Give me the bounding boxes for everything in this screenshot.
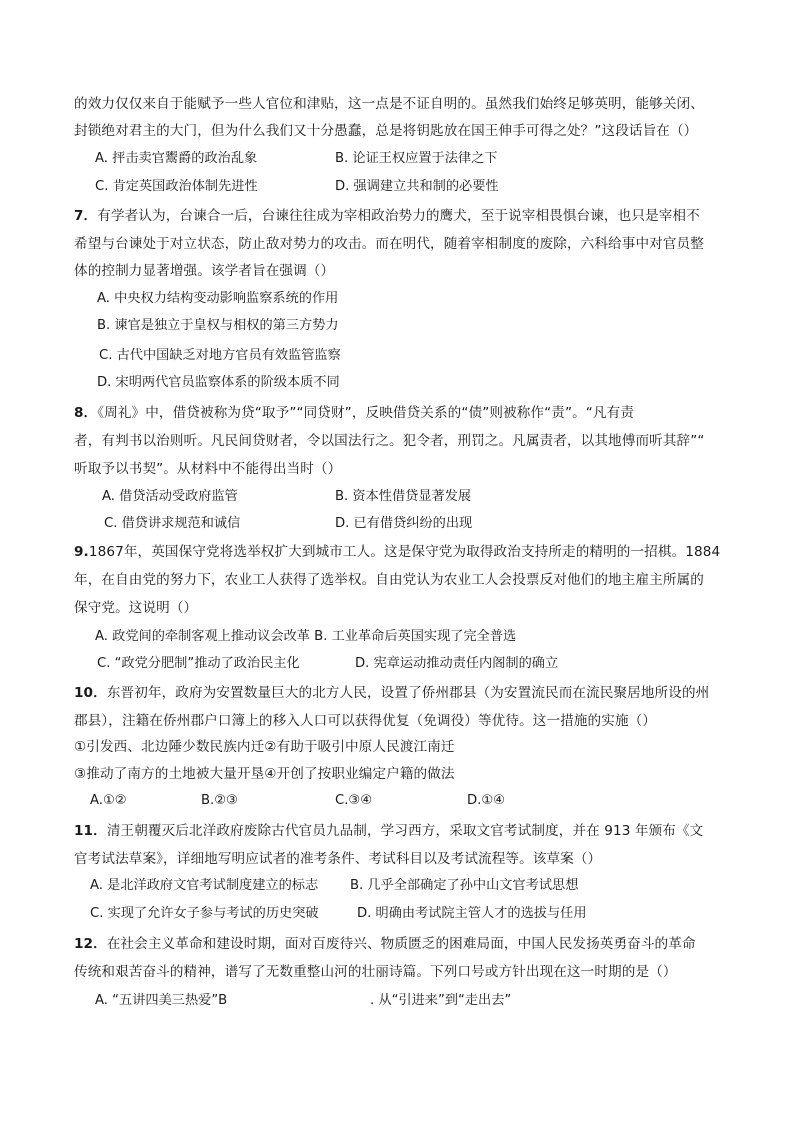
q6-option-b: B. 论证王权应置于法律之下 — [335, 151, 498, 166]
q10-stem-start: 东晋初年，政府为安置数量巨大的北方人民，设置了侨州郡县（为安置流民而在流民聚居地所设的州 — [106, 685, 710, 701]
q11-option-c: C. 实现了允许女子参与考试的历史突破 — [90, 906, 319, 921]
q10-number: 10． — [74, 685, 107, 701]
q11-text-line-1 — [74, 822, 720, 840]
q11-option-a: A. 是北洋政府文官考试制度建立的标志 — [90, 878, 319, 893]
q8-option-b: B. 资本性借贷显著发展 — [335, 489, 472, 504]
q8-text-line-1 — [74, 404, 720, 422]
q12-text-line-2: 传统和艰苦奋斗的精神，谱写了无数重整山河的壮丽诗篇。下列口号或方针出现在这一时期的是（） — [74, 964, 677, 980]
q7-number: 7． — [74, 208, 98, 224]
q9-text-line-2: 年，在自由党的努力下，农业工人获得了选举权。自由党认为农业工人会投票反对他们的地主雇主所属的 — [74, 572, 704, 588]
q8-stem-start: 《周礼》中，借贷被称为贷“取予”“同贷财”，反映借贷关系的“债”则被称作“责”。“凡有责 — [97, 405, 635, 421]
q9-option-c: C. “政党分肥制”推动了政治民主化 — [97, 656, 300, 671]
q8-text-line-2: 者，有判书以治则听。凡民间贷财者，令以国法行之。犯令者，刑罚之。凡属责者，以其地傅而听其辞”“ — [74, 433, 705, 449]
q11-stem-start: 清王朝覆灭后北洋政府废除古代官员九品制，学习西方，采取文官考试制度，并在 913 年颁布《文 — [106, 823, 704, 839]
q6-text-line-2: 封锁绝对君主的大门，但为什么我们又十分愚蠢，总是将钥匙放在国王伸手可得之处？”这段话旨在（） — [74, 123, 698, 139]
q6-text-line-1: 的效力仅仅来自于能赋予一些人官位和津贴，这一点是不证自明的。虽然我们始终足够英明，能够关闭、 — [74, 96, 704, 112]
q9-text-line-1 — [74, 543, 720, 561]
q9-option-ab: A. 政党间的牵制客观上推动议会改革 B. 工业革命后英国实现了完全普选 — [95, 629, 517, 644]
q10-option-b: B.②③ — [201, 793, 238, 808]
q8-option-c: C. 借贷讲求规范和诚信 — [104, 516, 241, 531]
q8-text-line-3: 听取予以书契”。从材料中不能得出当时（） — [74, 461, 342, 477]
q12-option-b: . 从“引进来”到“走出去” — [370, 993, 512, 1008]
q9-option-d: D. 宪章运动推动责任内阁制的确立 — [355, 656, 559, 671]
q11-text-line-2: 官考试法草案》，详细地写明应试者的准考条件、考试科目以及考试流程等。该草案（） — [74, 851, 602, 867]
q10-text-line-1 — [74, 684, 720, 702]
q7-option-c: C. 古代中国缺乏对地方官员有效监管监察 — [99, 348, 341, 363]
q6-option-d: D. 强调建立共和制的必要性 — [335, 179, 499, 194]
q12-number: 12． — [74, 936, 107, 952]
q10-items-1-2: ①引发西、北边陲少数民族内迁②有助于吸引中原人民渡江南迁 — [74, 739, 455, 755]
q10-text-line-2: 郡县），注籍在侨州郡户口簿上的移入人口可以获得优复（免调役）等优待。这一措施的实施（） — [74, 713, 657, 729]
q6-option-c: C. 肯定英国政治体制先进性 — [95, 179, 258, 194]
q7-text-line-2: 希望与台谏处于对立状态，防止敌对势力的攻击。而在明代，随着宰相制度的废除，六科给事中对官员整 — [74, 236, 704, 252]
q10-items-3-4: ③推动了南方的土地被大量开垦④开创了按职业编定户籍的做法 — [74, 766, 455, 782]
q7-text-line-1 — [74, 207, 720, 225]
q8-option-a: A. 借贷活动受政府监管 — [102, 489, 238, 504]
q7-option-b: B. 谏官是独立于皇权与相权的第三方势力 — [97, 318, 339, 333]
q6-option-a: A. 抨击卖官鬻爵的政治乱象 — [95, 151, 258, 166]
q10-option-a: A.①② — [90, 793, 127, 808]
q7-text-line-3: 体的控制力显著增强。该学者旨在强调（） — [74, 263, 335, 279]
q11-option-d: D. 明确由考试院主管人才的选拔与任用 — [357, 906, 587, 921]
q10-option-d: D.①④ — [467, 793, 505, 808]
q12-text-line-1 — [74, 935, 720, 953]
q12-stem-start: 在社会主义革命和建设时期，面对百废待兴、物质匮乏的困难局面，中国人民发扬英勇奋斗的革命 — [106, 936, 696, 952]
q7-option-a: A. 中央权力结构变动影响监察系统的作用 — [97, 291, 339, 306]
q11-option-b: B. 几乎全部确定了孙中山文官考试思想 — [350, 878, 579, 893]
q8-number: 8． — [74, 405, 98, 421]
q7-stem-start: 有学者认为，台谏合一后，台谏往往成为宰相政治势力的鹰犬，至于说宰相畏惧台谏，也只是宰相不 — [97, 208, 700, 224]
q9-number: 9. — [74, 544, 89, 560]
q7-option-d: D. 宋明两代官员监察体系的阶级本质不同 — [97, 375, 340, 390]
q9-text-line-3: 保守党。这说明（） — [74, 600, 198, 616]
q12-option-a: A. “五讲四美三热爱”B — [95, 993, 228, 1008]
q9-stem-start: 1867年，英国保守党将选举权扩大到城市工人。这是保守党为取得政治支持所走的精明的一招棋。1884 — [88, 544, 721, 560]
q10-option-c: C.③④ — [335, 793, 373, 808]
q8-option-d: D. 已有借贷纠纷的出现 — [335, 516, 473, 531]
q11-number: 11． — [74, 823, 107, 839]
